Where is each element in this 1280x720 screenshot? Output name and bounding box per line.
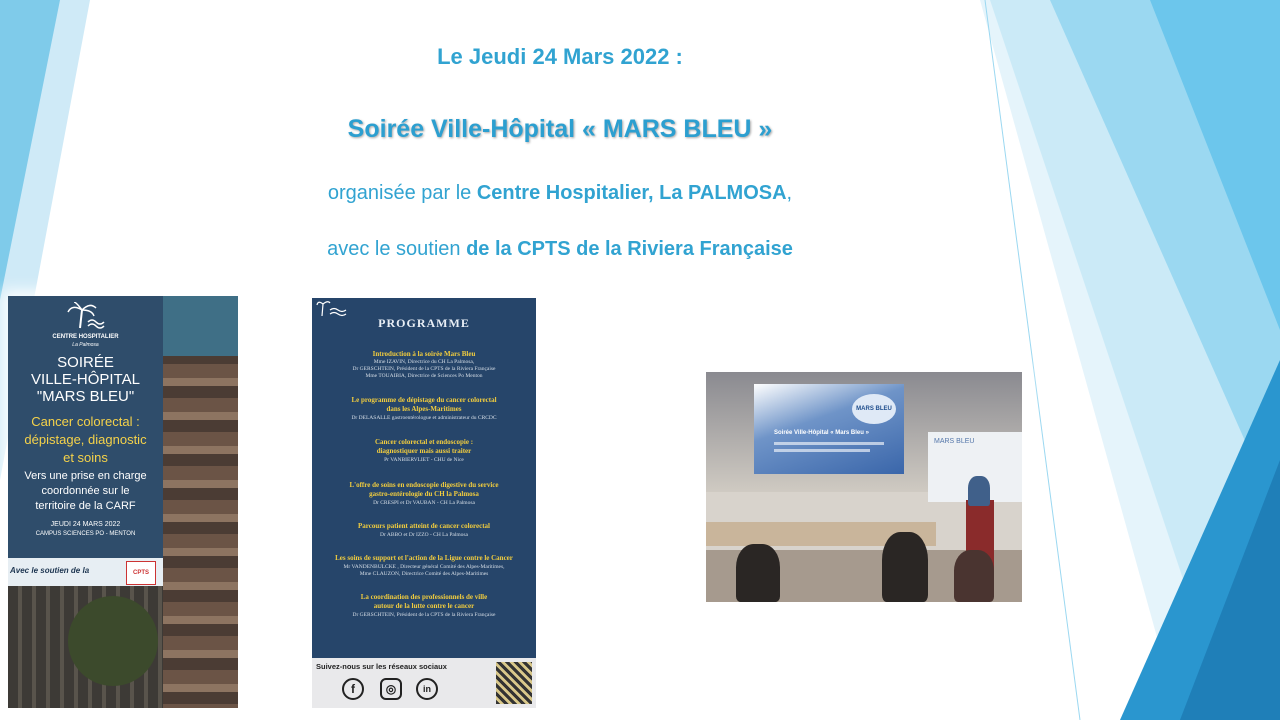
event-title: Soirée Ville-Hôpital « MARS BLEU » — [347, 115, 773, 143]
poster-title-3: "MARS BLEU" — [36, 388, 135, 405]
poster-sub-3: territoire de la CARF — [35, 500, 136, 512]
projection-screen — [754, 384, 904, 474]
prog-item-5-title: Parcours patient atteint de cancer colorectal — [358, 522, 490, 530]
screen-title: Soirée Ville-Hôpital « Mars Bleu » — [774, 430, 869, 436]
prog-item-6-title: Les soins de support et l'action de la Ligue contre le Cancer — [335, 554, 513, 562]
programme-image — [312, 298, 536, 708]
cpts-logo: CPTS — [126, 561, 156, 585]
prog-item-3-title: Cancer colorectal et endoscopie : — [374, 438, 474, 446]
linkedin-icon: in — [416, 678, 438, 700]
poster-title-1: SOIRÉE — [57, 354, 114, 371]
support-name: de la CPTS de la Riviera Française — [466, 238, 793, 260]
organizer-suffix: , — [786, 182, 793, 204]
poster-org: CENTRE HOSPITALIER — [52, 334, 119, 340]
prog-item-2-line: Dr DELASALLE gastroentérologue et administrateur du CRCDC — [351, 415, 497, 421]
poster-topic-3: et soins — [63, 450, 108, 465]
prog-item-2-title: Le programme de dépistage du cancer colorectal — [351, 396, 497, 404]
event-date: Le Jeudi 24 Mars 2022 : — [437, 44, 683, 69]
poster-topic-1: Cancer colorectal : — [31, 414, 140, 429]
prog-item-5-line: Dr ABBO et Dr IZZO - CH La Palmosa — [380, 532, 468, 538]
prog-item-1-line: Mme IZAVIN, Directrice du CH La Palmosa, — [373, 359, 475, 365]
poster-title-2: VILLE-HÔPITAL — [31, 371, 140, 388]
prog-item-4-title: L'offre de soins en endoscopie digestive du service — [349, 481, 499, 489]
prog-item-7-title: La coordination des professionnels de ville — [360, 593, 488, 601]
speaker — [968, 476, 990, 506]
prog-item-6-line: Mr VANDENBULCKE , Directeur général Comité des Alpes-Maritimes, — [343, 564, 505, 570]
poster-title-panel — [8, 296, 163, 586]
prog-item-1-line: Mme TOUAIBIA, Directrice de Sciences Po Menton — [365, 373, 483, 379]
poster-sea — [163, 296, 238, 356]
prog-item-3-title2: diagnostiquer mais aussi traiter — [376, 447, 472, 455]
mars-bleu-badge: MARS BLEU — [852, 394, 896, 424]
audience-member — [882, 532, 928, 602]
audience-member — [736, 544, 780, 602]
prog-item-4-title2: gastro-entérologie du CH la Palmosa — [369, 490, 479, 498]
poster-place: CAMPUS SCIENCES PO - MENTON — [35, 531, 136, 537]
poster-sub-1: Vers une prise en charge — [24, 470, 147, 482]
prog-item-6-line: Mme CLAUZON, Directrice Comité des Alpes-Maritimes — [359, 571, 489, 577]
screen-text-line — [774, 449, 870, 452]
palm-logo-icon — [66, 302, 106, 330]
conference-photo — [706, 372, 1022, 602]
poster-topic-2: dépistage, diagnostic — [24, 432, 147, 447]
prog-item-7-line: Dr GERSCHTEIN, Président de la CPTS de la Riviera Française — [352, 612, 496, 618]
poster-tree — [68, 596, 158, 686]
instagram-icon: ◎ — [380, 678, 402, 700]
poster-city-photo — [163, 296, 238, 708]
board-label: MARS BLEU — [934, 438, 975, 445]
prog-item-1-title: Introduction à la soirée Mars Bleu — [372, 350, 476, 358]
support-prefix: avec le soutien — [327, 238, 467, 260]
prog-item-3-line: Pr VANBIERVLIET - CHU de Nice — [384, 457, 464, 463]
prog-item-7-title2: autour de la lutte contre le cancer — [373, 602, 475, 610]
programme-heading: PROGRAMME — [378, 316, 470, 330]
prog-item-2-title2: dans les Alpes-Maritimes — [386, 405, 462, 413]
organizer-line — [0, 182, 1120, 205]
prog-item-4-line: Dr CRESPI et Dr VAUBAN - CH La Palmosa — [373, 500, 475, 506]
poster-support-text: Avec le soutien de la — [10, 566, 90, 575]
poster-support-bar — [8, 558, 163, 586]
poster-sub-2: coordonnée sur le — [41, 485, 130, 497]
audience-member — [954, 550, 994, 602]
facebook-icon: f — [342, 678, 364, 700]
organizer-prefix: organisée par le — [327, 182, 477, 204]
screen-text-line — [774, 442, 884, 445]
programme-footer-text: Suivez-nous sur les réseaux sociaux — [316, 662, 447, 671]
poster-date: JEUDI 24 MARS 2022 — [50, 521, 121, 528]
prog-item-1-line: Dr GERSCHTEIN, Président de la CPTS de la Riviera Française — [352, 366, 496, 372]
qr-code — [496, 662, 532, 704]
poster-org-sub: La Palmosa — [72, 342, 99, 348]
programme-footer — [312, 658, 536, 708]
support-line — [0, 238, 1120, 261]
organizer-name: Centre Hospitalier, La PALMOSA — [476, 182, 787, 204]
event-poster-image — [8, 296, 238, 708]
